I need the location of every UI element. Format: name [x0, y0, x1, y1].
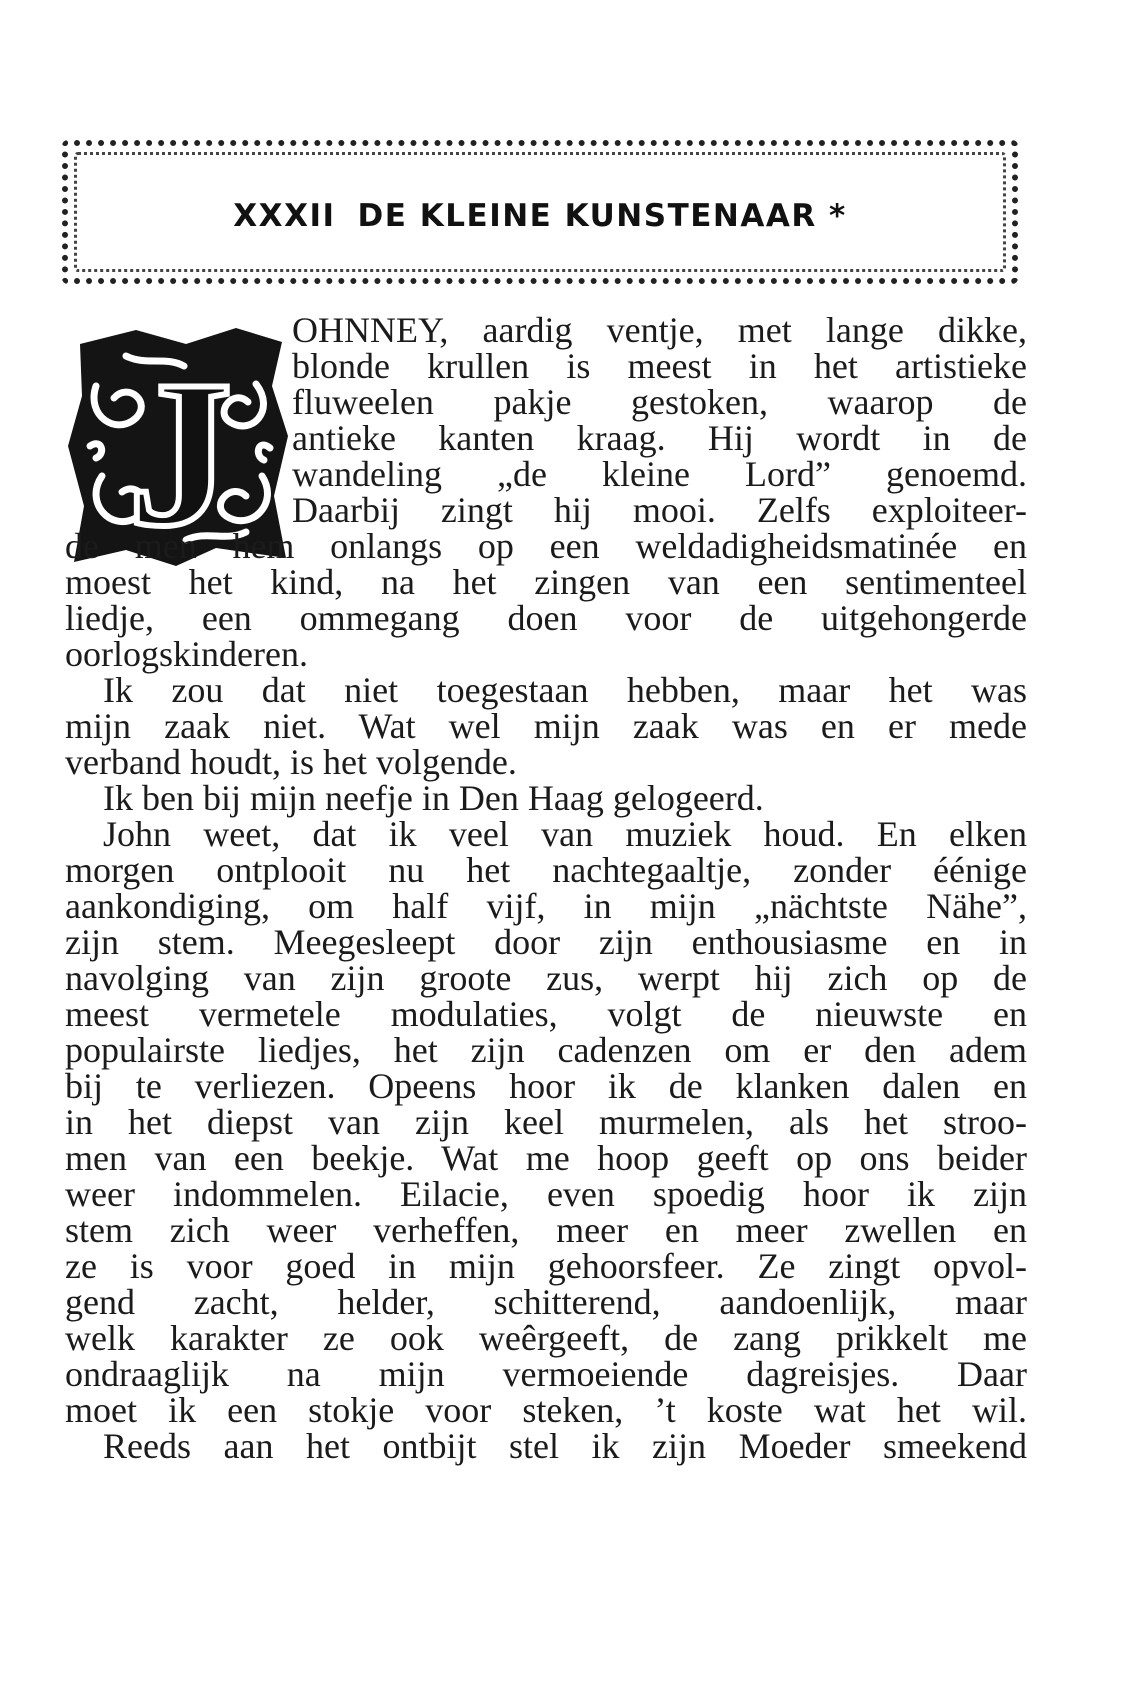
chapter-title: DE KLEINE KUNSTENAAR: [357, 198, 817, 234]
text-line: weer indommelen. Eilacie, even spoedig hoor ik zijn: [65, 1174, 1027, 1214]
text-line: liedje, een ommegang doen voor de uitgehongerde: [65, 598, 1027, 638]
text-line: moet ik een stokje voor steken, ’t koste wat het wil.: [65, 1390, 1027, 1430]
chapter-heading: [68, 198, 1012, 234]
text-line: men van een beekje. Wat me hoop geeft op ons beider: [65, 1138, 1027, 1178]
smallcaps-word: OHNNEY,: [292, 310, 449, 350]
text-line: antieke kanten kraag. Hij wordt in de: [292, 418, 1027, 458]
text-line: wandeling „de kleine Lord” genoemd.: [292, 454, 1027, 494]
text-line: verband houdt, is het volgende.: [65, 742, 517, 782]
chapter-number: XXXII: [233, 198, 336, 234]
svg-text:J: J: [127, 338, 233, 570]
text-line: aankondiging, om half vijf, in mijn „nächtste Nähe”,: [65, 886, 1027, 926]
text-line: fluweelen pakje gestoken, waarop de: [292, 382, 1027, 422]
text-line: de men hem onlangs op een weldadigheidsmatinée en: [65, 526, 1027, 566]
text-line: mijn zaak niet. Wat wel mijn zaak was en er mede: [65, 706, 1027, 746]
text-line: Ik zou dat niet toegestaan hebben, maar het was: [103, 670, 1027, 710]
text-line: Reeds aan het ontbijt stel ik zijn Moeder smeekend: [103, 1426, 1027, 1466]
text-line: gend zacht, helder, schitterend, aandoenlijk, maar: [65, 1282, 1027, 1322]
text-line: Daarbij zingt hij mooi. Zelfs exploiteer-: [292, 490, 1027, 530]
text-line: moest het kind, na het zingen van een sentimenteel: [65, 562, 1027, 602]
text-line: ze is voor goed in mijn gehoorsfeer. Ze zingt opvol-: [65, 1246, 1027, 1286]
text-line: OHNNEY, aardig ventje, met lange dikke,: [292, 310, 1027, 350]
chapter-marker: *: [829, 198, 847, 234]
text-line: meest vermetele modulaties, volgt de nieuwste en: [65, 994, 1027, 1034]
text-line: navolging van zijn groote zus, werpt hij zich op de: [65, 958, 1027, 998]
chapter-heading-frame: [62, 140, 1018, 284]
text-line: populairste liedjes, het zijn cadenzen om er den adem: [65, 1030, 1027, 1070]
text-line: Ik ben bij mijn neefje in Den Haag gelogeerd.: [103, 778, 764, 818]
text-line: zijn stem. Meegesleept door zijn enthousiasme en in: [65, 922, 1027, 962]
text-line: stem zich weer verheffen, meer en meer zwellen en: [65, 1210, 1027, 1250]
text-line: oorlogskinderen.: [65, 634, 308, 674]
text-line: bij te verliezen. Opeens hoor ik de klanken dalen en: [65, 1066, 1027, 1106]
text-line: morgen ontplooit nu het nachtegaaltje, zonder éénige: [65, 850, 1027, 890]
text-line: welk karakter ze ook weêrgeeft, de zang prikkelt me: [65, 1318, 1027, 1358]
text-line: blonde krullen is meest in het artistieke: [292, 346, 1027, 386]
text-line: ondraaglijk na mijn vermoeiende dagreisjes. Daar: [65, 1354, 1027, 1394]
text-line: in het diepst van zijn keel murmelen, als het stroo-: [65, 1102, 1027, 1142]
text-line: John weet, dat ik veel van muziek houd. En elken: [103, 814, 1027, 854]
